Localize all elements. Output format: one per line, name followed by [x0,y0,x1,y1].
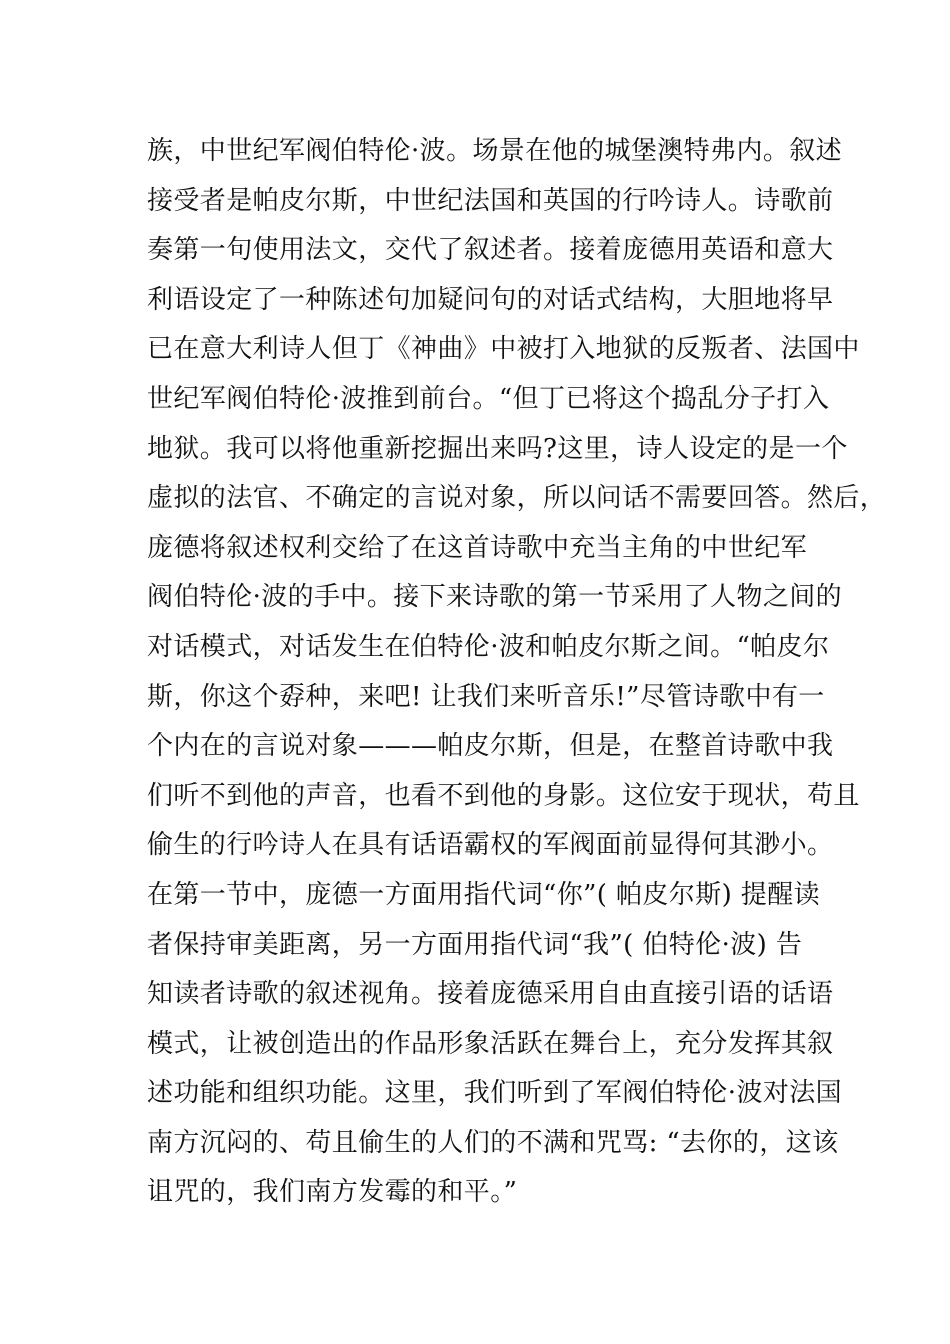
text-line: 南方沉闷的、苟且偷生的人们的不满和咒骂: “去你的，这该 [147,1127,839,1158]
text-line: 偷生的行吟诗人在具有话语霸权的军阀面前显得何其渺小。 [147,830,834,861]
text-line: 接受者是帕皮尔斯，中世纪法国和英国的行吟诗人。诗歌前 [147,185,834,216]
text-line: 虚拟的法官、不确定的言说对象，所以问话不需要回答。然后， [147,483,887,514]
text-line: 已在意大利诗人但丁《神曲》中被打入地狱的反叛者、法国中 [147,334,860,365]
text-line: 奏第一句使用法文，交代了叙述者。接着庞德用英语和意大 [147,235,834,266]
text-line: 个内在的言说对象———帕皮尔斯，但是，在整首诗歌中我 [147,731,834,762]
text-line: 诅咒的，我们南方发霉的和平。” [147,1177,518,1208]
text-line: 述功能和组织功能。这里，我们听到了军阀伯特伦·波对法国 [147,1078,843,1109]
body-paragraph [147,127,887,1218]
text-line: 地狱。我可以将他重新挖掘出来吗?这里，诗人设定的是一个 [147,433,848,464]
text-line: 者保持审美距离，另一方面用指代词“我”( 伯特伦·波) 告 [147,929,803,960]
text-line: 庞德将叙述权利交给了在这首诗歌中充当主角的中世纪军 [147,532,808,563]
text-line: 族，中世纪军阀伯特伦·波。场景在他的城堡澳特弗内。叙述 [147,136,843,166]
text-line: 阀伯特伦·波的手中。接下来诗歌的第一节采用了人物之间的 [147,582,843,613]
text-line: 在第一节中，庞德一方面用指代词“你”( 帕皮尔斯) 提醒读 [147,879,821,910]
text-line: 知读者诗歌的叙述视角。接着庞德采用自由直接引语的话语 [147,979,834,1010]
text-line: 世纪军阀伯特伦·波推到前台。“但丁已将这个捣乱分子打入 [147,383,830,414]
text-line: 利语设定了一种陈述句加疑问句的对话式结构，大胆地将早 [147,284,834,315]
text-line: 对话模式，对话发生在伯特伦·波和帕皮尔斯之间。“帕皮尔 [147,631,830,662]
text-line: 们听不到他的声音，也看不到他的身影。这位安于现状，苟且 [147,780,860,811]
text-line: 模式，让被创造出的作品形象活跃在舞台上，充分发挥其叙 [147,1028,834,1059]
text-line: 斯，你这个孬种，来吧! 让我们来听音乐!”尽管诗歌中有一 [147,681,825,712]
